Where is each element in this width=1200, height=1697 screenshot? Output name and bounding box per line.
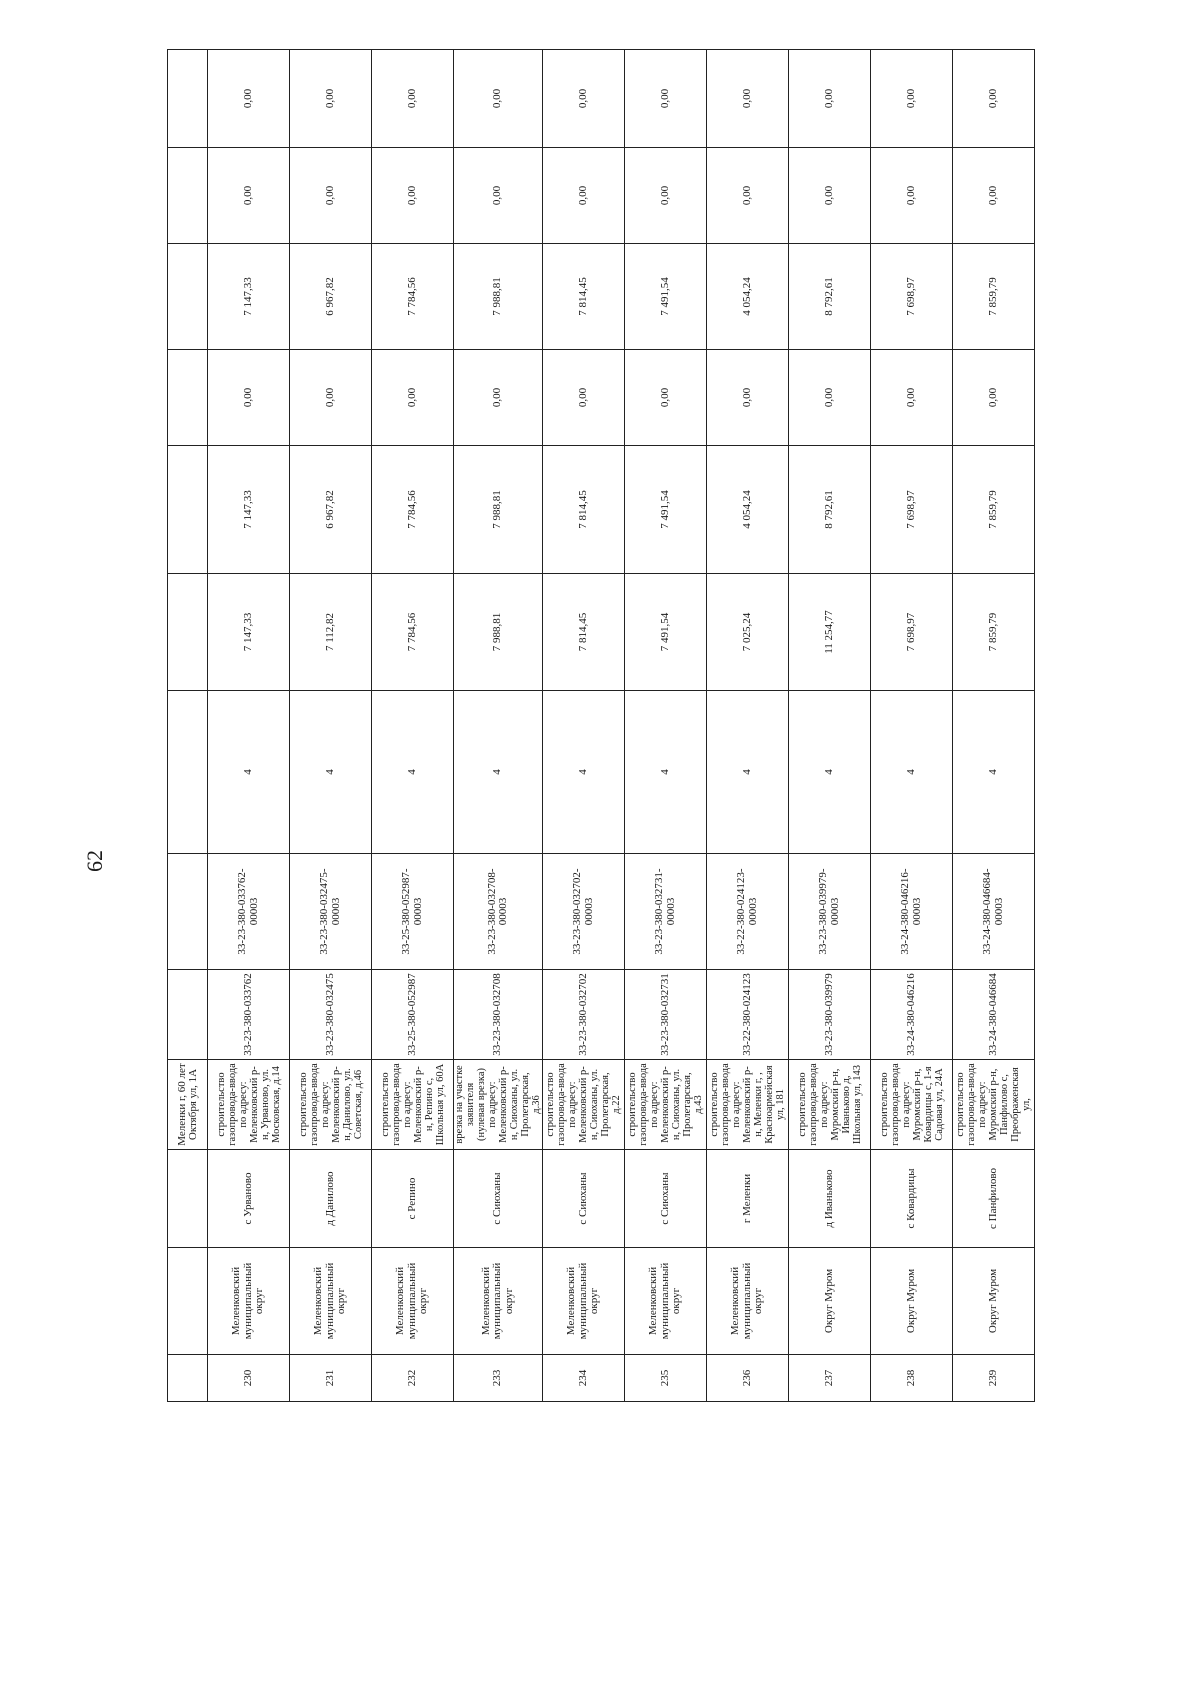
cell-num: 239 — [953, 1355, 1035, 1402]
cell-v1: 7 147,33 — [208, 574, 290, 691]
cell-object-id: 33-23-380-032731-00003 — [625, 854, 707, 970]
cell-v3: 0,00 — [290, 350, 372, 446]
table-row — [372, 50, 454, 1402]
cell-v5: 0,00 — [290, 148, 372, 244]
cell-settlement: с Сиюханы — [543, 1150, 625, 1248]
rotated-table-wrapper — [167, 88, 1032, 1402]
cell-v1: 7 491,54 — [625, 574, 707, 691]
cell-num — [168, 1355, 208, 1402]
cell-v4: 7 814,45 — [543, 244, 625, 350]
cell-district: Меленковский муниципальный округ — [543, 1248, 625, 1355]
cell-settlement: с Репино — [372, 1150, 454, 1248]
cell-address: строительство газопровода-ввода по адресу: Меленковский р-н, Сиюханы, ул. Пролетарская, д.22 — [543, 1060, 625, 1150]
cell-district: Округ Муром — [953, 1248, 1035, 1355]
cell-v1: 7 112,82 — [290, 574, 372, 691]
cell-v5: 0,00 — [707, 148, 789, 244]
cell-v1: 7 025,24 — [707, 574, 789, 691]
cell-num: 232 — [372, 1355, 454, 1402]
cell-num: 230 — [208, 1355, 290, 1402]
cell-v6: 0,00 — [625, 50, 707, 148]
cell-v6: 0,00 — [789, 50, 871, 148]
cell-address: строительство газопровода-ввода по адресу: Муромский р-н, Панфилово с, Преображенская ул, — [953, 1060, 1035, 1150]
cell-v4 — [168, 244, 208, 350]
cell-cadastral: 33-25-380-052987 — [372, 970, 454, 1060]
cell-cadastral: 33-24-380-046684 — [953, 970, 1035, 1060]
cell-num: 236 — [707, 1355, 789, 1402]
cell-settlement: д Данилово — [290, 1150, 372, 1248]
cell-v6: 0,00 — [953, 50, 1035, 148]
cell-v6: 0,00 — [208, 50, 290, 148]
cell-v4: 7 147,33 — [208, 244, 290, 350]
data-table — [167, 49, 1035, 1402]
cell-settlement: с Сиюханы — [625, 1150, 707, 1248]
cell-v4: 7 698,97 — [871, 244, 953, 350]
cell-num: 237 — [789, 1355, 871, 1402]
cell-v1: 7 784,56 — [372, 574, 454, 691]
cell-num: 235 — [625, 1355, 707, 1402]
cell-address: строительство газопровода-ввода по адресу: Меленковский р-н, Урваново, ул. Московская, д.14 — [208, 1060, 290, 1150]
cell-v4: 7 784,56 — [372, 244, 454, 350]
cell-settlement: с Урвановo — [208, 1150, 290, 1248]
cell-cadastral: 33-24-380-046216 — [871, 970, 953, 1060]
cell-object-id: 33-24-380-046684-00003 — [953, 854, 1035, 970]
cell-v6: 0,00 — [290, 50, 372, 148]
cell-object-id: 33-23-380-039979-00003 — [789, 854, 871, 970]
cell-v3: 0,00 — [372, 350, 454, 446]
cell-object-id: 33-23-380-032475-00003 — [290, 854, 372, 970]
table-row — [543, 50, 625, 1402]
cell-settlement: с Сиюханы — [454, 1150, 543, 1248]
cell-category: 4 — [871, 691, 953, 854]
cell-v2: 4 054,24 — [707, 446, 789, 574]
table-row — [625, 50, 707, 1402]
cell-category: 4 — [789, 691, 871, 854]
cell-category: 4 — [953, 691, 1035, 854]
table-row — [707, 50, 789, 1402]
cell-category — [168, 691, 208, 854]
cell-v3: 0,00 — [454, 350, 543, 446]
cell-v3: 0,00 — [871, 350, 953, 446]
cell-num: 233 — [454, 1355, 543, 1402]
cell-num: 238 — [871, 1355, 953, 1402]
cell-v2: 7 814,45 — [543, 446, 625, 574]
cell-settlement: с Ковардицы — [871, 1150, 953, 1248]
cell-district: Меленковский муниципальный округ — [625, 1248, 707, 1355]
cell-district: Меленковский муниципальный округ — [707, 1248, 789, 1355]
cell-settlement — [168, 1150, 208, 1248]
cell-v6: 0,00 — [543, 50, 625, 148]
cell-district: Меленковский муниципальный округ — [454, 1248, 543, 1355]
cell-v1: 7 988,81 — [454, 574, 543, 691]
cell-v1: 11 254,77 — [789, 574, 871, 691]
cell-category: 4 — [707, 691, 789, 854]
cell-category: 4 — [290, 691, 372, 854]
cell-object-id: 33-25-380-052987-00003 — [372, 854, 454, 970]
cell-v5: 0,00 — [953, 148, 1035, 244]
cell-cadastral: 33-23-380-032475 — [290, 970, 372, 1060]
cell-v5: 0,00 — [789, 148, 871, 244]
table-row-continued — [168, 50, 208, 1402]
cell-v1: 7 698,97 — [871, 574, 953, 691]
cell-cadastral: 33-23-380-032708 — [454, 970, 543, 1060]
cell-v4: 4 054,24 — [707, 244, 789, 350]
cell-category: 4 — [625, 691, 707, 854]
cell-v5: 0,00 — [543, 148, 625, 244]
cell-category: 4 — [208, 691, 290, 854]
cell-address: строительство газопровода-ввода по адресу: Меленковский р-н, Сиюханы, ул. Пролетарская, д.43 — [625, 1060, 707, 1150]
cell-v1: 7 859,79 — [953, 574, 1035, 691]
cell-v2: 6 967,82 — [290, 446, 372, 574]
cell-object-id: 33-23-380-033762-00003 — [208, 854, 290, 970]
cell-v6: 0,00 — [372, 50, 454, 148]
cell-v2: 7 859,79 — [953, 446, 1035, 574]
cell-v3: 0,00 — [789, 350, 871, 446]
cell-v4: 8 792,61 — [789, 244, 871, 350]
cell-v6: 0,00 — [707, 50, 789, 148]
cell-district: Меленковский муниципальный округ — [290, 1248, 372, 1355]
cell-address: Меленки г, 60 лет Октября ул, 1А — [168, 1060, 208, 1150]
cell-v5: 0,00 — [625, 148, 707, 244]
cell-v3: 0,00 — [953, 350, 1035, 446]
table-row — [789, 50, 871, 1402]
cell-v2: 7 698,97 — [871, 446, 953, 574]
table-row — [290, 50, 372, 1402]
cell-v2: 8 792,61 — [789, 446, 871, 574]
cell-address: врезка на участке заявителя (нулевая врезка) по адресу: Меленковский р-н, Сиюханы, ул. Пролетарская, д.36 — [454, 1060, 543, 1150]
cell-v5: 0,00 — [454, 148, 543, 244]
cell-num: 234 — [543, 1355, 625, 1402]
cell-settlement: г Меленки — [707, 1150, 789, 1248]
cell-v6 — [168, 50, 208, 148]
cell-v6: 0,00 — [454, 50, 543, 148]
cell-v4: 7 988,81 — [454, 244, 543, 350]
cell-v4: 7 859,79 — [953, 244, 1035, 350]
cell-v2 — [168, 446, 208, 574]
cell-address: строительство газопровода-ввода по адресу: Меленковский р-н, Данилово, ул. Советская, д.46 — [290, 1060, 372, 1150]
cell-v2: 7 988,81 — [454, 446, 543, 574]
cell-num: 231 — [290, 1355, 372, 1402]
cell-cadastral: 33-23-380-033762 — [208, 970, 290, 1060]
cell-v3: 0,00 — [208, 350, 290, 446]
cell-cadastral: 33-22-380-024123 — [707, 970, 789, 1060]
cell-v2: 7 784,56 — [372, 446, 454, 574]
cell-address: строительство газопровода-ввода по адресу: Меленковский р-н, Репино с, Школьная ул, 60А — [372, 1060, 454, 1150]
cell-object-id: 33-23-380-032708-00003 — [454, 854, 543, 970]
cell-address: строительство газопровода-ввода по адресу: Муромский р-н, Иваньково д, Школьная ул, 143 — [789, 1060, 871, 1150]
cell-object-id: 33-23-380-032702-00003 — [543, 854, 625, 970]
cell-settlement: д Иваньково — [789, 1150, 871, 1248]
cell-v2: 7 491,54 — [625, 446, 707, 574]
cell-cadastral: 33-23-380-039979 — [789, 970, 871, 1060]
cell-address: строительство газопровода-ввода по адресу: Меленковский р-н, Меленки г, , Красноармейская ул, 181 — [707, 1060, 789, 1150]
cell-category: 4 — [543, 691, 625, 854]
cell-v2: 7 147,33 — [208, 446, 290, 574]
cell-v3: 0,00 — [543, 350, 625, 446]
cell-v4: 7 491,54 — [625, 244, 707, 350]
cell-district: Меленковский муниципальный округ — [208, 1248, 290, 1355]
cell-v5: 0,00 — [372, 148, 454, 244]
cell-category: 4 — [454, 691, 543, 854]
page-number: 62 — [82, 850, 107, 872]
cell-v4: 6 967,82 — [290, 244, 372, 350]
cell-address: строительство газопровода-ввода по адресу: Муромский р-н, Ковардицы с, 1-я Садовая ул, 24А — [871, 1060, 953, 1150]
cell-category: 4 — [372, 691, 454, 854]
table-row — [454, 50, 543, 1402]
cell-v3: 0,00 — [707, 350, 789, 446]
cell-object-id: 33-24-380-046216-00003 — [871, 854, 953, 970]
cell-district — [168, 1248, 208, 1355]
cell-district: Меленковский муниципальный округ — [372, 1248, 454, 1355]
cell-v5: 0,00 — [208, 148, 290, 244]
cell-cadastral: 33-23-380-032731 — [625, 970, 707, 1060]
cell-object-id — [168, 854, 208, 970]
cell-v3: 0,00 — [625, 350, 707, 446]
cell-cadastral: 33-23-380-032702 — [543, 970, 625, 1060]
cell-v3 — [168, 350, 208, 446]
cell-v5 — [168, 148, 208, 244]
table-row — [953, 50, 1035, 1402]
cell-settlement: с Панфилово — [953, 1150, 1035, 1248]
cell-v6: 0,00 — [871, 50, 953, 148]
cell-cadastral — [168, 970, 208, 1060]
cell-v5: 0,00 — [871, 148, 953, 244]
cell-district: Округ Муром — [871, 1248, 953, 1355]
cell-v1 — [168, 574, 208, 691]
table-row — [208, 50, 290, 1402]
cell-v1: 7 814,45 — [543, 574, 625, 691]
cell-district: Округ Муром — [789, 1248, 871, 1355]
table-row — [871, 50, 953, 1402]
cell-object-id: 33-22-380-024123-00003 — [707, 854, 789, 970]
